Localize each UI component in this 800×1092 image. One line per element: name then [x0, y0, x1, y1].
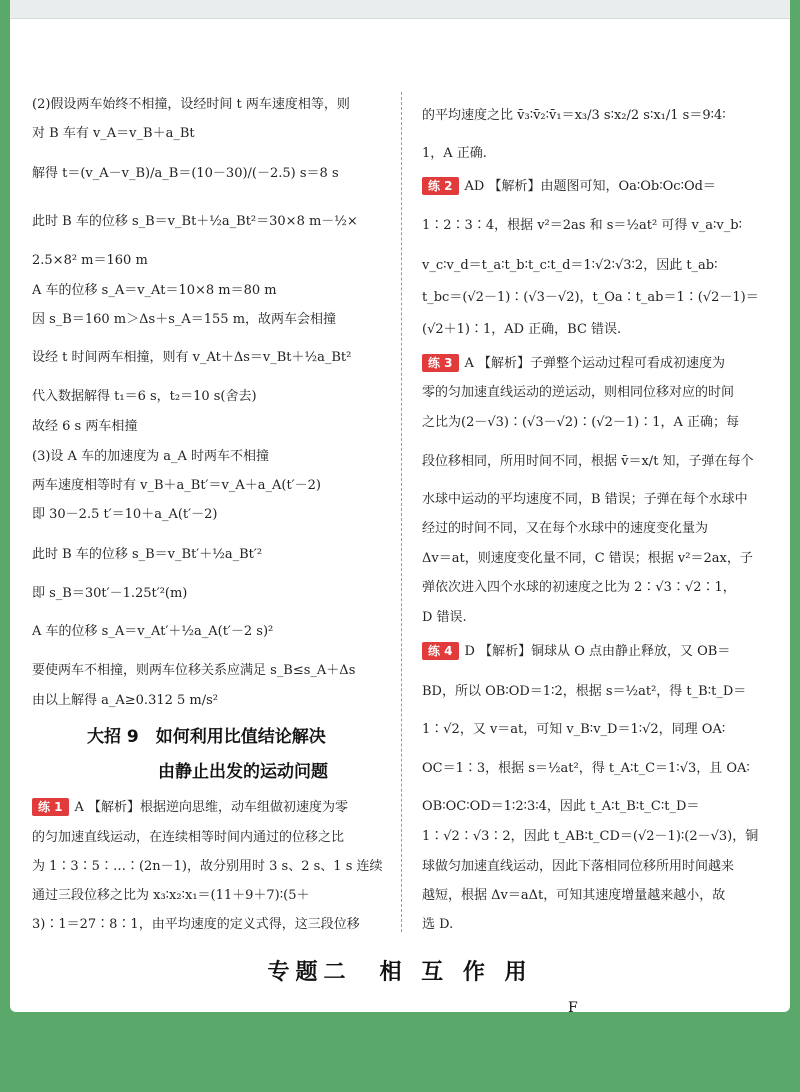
exercise-text: A 【解析】根据逆向思维，动车组做初速度为零	[74, 800, 349, 815]
text-line: 此时 B 车的位移 s_B＝v_Bt＋½a_Bt²＝30×8 m－½×	[32, 214, 358, 229]
text-line: 弹依次进入四个水球的初速度之比为 2∶√3∶√2∶1，	[422, 580, 736, 595]
text-line: 即 30－2.5 t′＝10＋a_A(t′－2)	[32, 507, 218, 522]
text-line: BD，所以 OB∶OD＝1∶2，根据 s＝½at²，得 t_B∶t_D＝	[422, 684, 747, 699]
section-heading-continued: 由静止出发的运动问题	[158, 762, 328, 782]
text-line: 越短，根据 Δv＝aΔt，可知其速度增量越来越小，故	[422, 888, 726, 903]
top-bar	[10, 0, 790, 19]
exercise-3-line	[422, 352, 725, 372]
exercise-1-line	[32, 796, 348, 816]
text-line: D 错误.	[422, 610, 467, 625]
text-line: 水球中运动的平均速度不同，B 错误；子弹在每个水球中	[422, 492, 748, 507]
text-line: 的平均速度之比 v̄₃∶v̄₂∶v̄₁＝x₃/3 s∶x₂/2 s∶x₁/1 s＝9∶4∶	[422, 108, 726, 123]
exercise-2-line	[422, 175, 716, 195]
text-line: OB∶OC∶OD＝1∶2∶3∶4，因此 t_A∶t_B∶t_C∶t_D＝	[422, 799, 700, 814]
text-line: 经过的时间不同，又在每个水球中的速度变化量为	[422, 521, 709, 536]
text-line: 的匀加速直线运动，在连续相等时间内通过的位移之比	[32, 830, 345, 845]
exercise-text: A 【解析】子弹整个运动过程可看成初速度为	[464, 356, 726, 371]
text-line: 因 s_B＝160 m＞Δs＋s_A＝155 m，故两车会相撞	[32, 312, 337, 327]
text-line: 故经 6 s 两车相撞	[32, 419, 138, 434]
text-line: 通过三段位移之比为 x₃∶x₂∶x₁＝(11＋9＋7)∶(5＋	[32, 888, 310, 903]
text-line: 为 1∶3∶5∶…∶(2n－1)，故分别用时 3 s、2 s、1 s 连续	[32, 859, 383, 874]
text-line: 1∶√2，又 v＝at，可知 v_B∶v_D＝1∶√2，同理 OA∶	[422, 722, 726, 737]
figure-label-fragment: F	[568, 1000, 578, 1012]
exercise-badge: 练 3	[422, 354, 459, 372]
text-line: v_c∶v_d＝t_a∶t_b∶t_c∶t_d＝1∶√2∶√3∶2，因此 t_ab∶	[422, 258, 718, 273]
text-line: 即 s_B＝30t′－1.25t′²(m)	[32, 586, 188, 601]
text-line: 之比为(2－√3)∶(√3－√2)∶(√2－1)∶1，A 正确；每	[422, 415, 739, 430]
text-line: 选 D.	[422, 917, 454, 932]
text-line: (2)假设两车始终不相撞，设经时间 t 两车速度相等，则	[32, 97, 350, 112]
text-line: 解得 t＝(v_A－v_B)/a_B＝(10－30)/(－2.5) s＝8 s	[32, 166, 339, 181]
text-line: 1∶√2∶√3∶2，因此 t_AB∶t_CD＝(√2－1)∶(2－√3)，铜	[422, 829, 759, 844]
text-line: 代入数据解得 t₁＝6 s，t₂＝10 s(舍去)	[32, 389, 257, 404]
exercise-text: AD 【解析】由题图可知，Oa∶Ob∶Oc∶Od＝	[464, 179, 716, 194]
text-line: 由以上解得 a_A≥0.312 5 m/s²	[32, 693, 219, 708]
text-line: 1∶2∶3∶4，根据 v²＝2as 和 s＝½at² 可得 v_a∶v_b∶	[422, 218, 742, 233]
exercise-4-line	[422, 640, 730, 660]
text-line: (√2＋1)∶1，AD 正确，BC 错误.	[422, 322, 622, 337]
exercise-text: D 【解析】铜球从 O 点由静止释放，又 OB＝	[464, 644, 731, 659]
text-line: 两车速度相等时有 v_B＋a_Bt′＝v_A＋a_A(t′－2)	[32, 478, 321, 493]
text-line: 此时 B 车的位移 s_B＝v_Bt′＋½a_Bt′²	[32, 547, 263, 562]
column-divider	[401, 92, 402, 932]
text-line: t_bc＝(√2－1)∶(√3－√2)，t_Oa∶t_ab＝1∶(√2－1)＝	[422, 290, 759, 305]
exercise-badge: 练 4	[422, 642, 459, 660]
text-line: 3)∶1＝27∶8∶1，由平均速度的定义式得，这三段位移	[32, 917, 360, 932]
text-line: A 车的位移 s_A＝v_At′＋½a_A(t′－2 s)²	[32, 624, 274, 639]
chapter-title: 专题二 相 互 作 用	[267, 960, 533, 985]
document-page	[10, 0, 790, 1012]
text-line: 设经 t 时间两车相撞，则有 v_At＋Δs＝v_Bt＋½a_Bt²	[32, 350, 352, 365]
text-line: 球做匀加速直线运动，因此下落相同位移所用时间越来	[422, 859, 735, 874]
text-line: 1，A 正确.	[422, 146, 487, 161]
text-line: OC＝1∶3，根据 s＝½at²，得 t_A∶t_C＝1∶√3，且 OA∶	[422, 761, 750, 776]
text-line: (3)设 A 车的加速度为 a_A 时两车不相撞	[32, 449, 269, 464]
exercise-badge: 练 2	[422, 177, 459, 195]
text-line: 对 B 车有 v_A＝v_B＋a_Bt	[32, 126, 195, 141]
text-line: 零的匀加速直线运动的逆运动，则相同位移对应的时间	[422, 385, 735, 400]
text-line: 要使两车不相撞，则两车位移关系应满足 s_B≤s_A＋Δs	[32, 663, 356, 678]
text-line: 2.5×8² m＝160 m	[32, 253, 148, 268]
text-line: 段位移相同，所用时间不同，根据 v̄＝x/t 知，子弹在每个	[422, 454, 754, 469]
text-line: A 车的位移 s_A＝v_At＝10×8 m＝80 m	[32, 283, 277, 298]
section-heading: 大招 9 如何利用比值结论解决	[87, 727, 326, 747]
exercise-badge: 练 1	[32, 798, 69, 816]
text-line: Δv＝at，则速度变化量不同，C 错误；根据 v²＝2ax，子	[422, 551, 753, 566]
